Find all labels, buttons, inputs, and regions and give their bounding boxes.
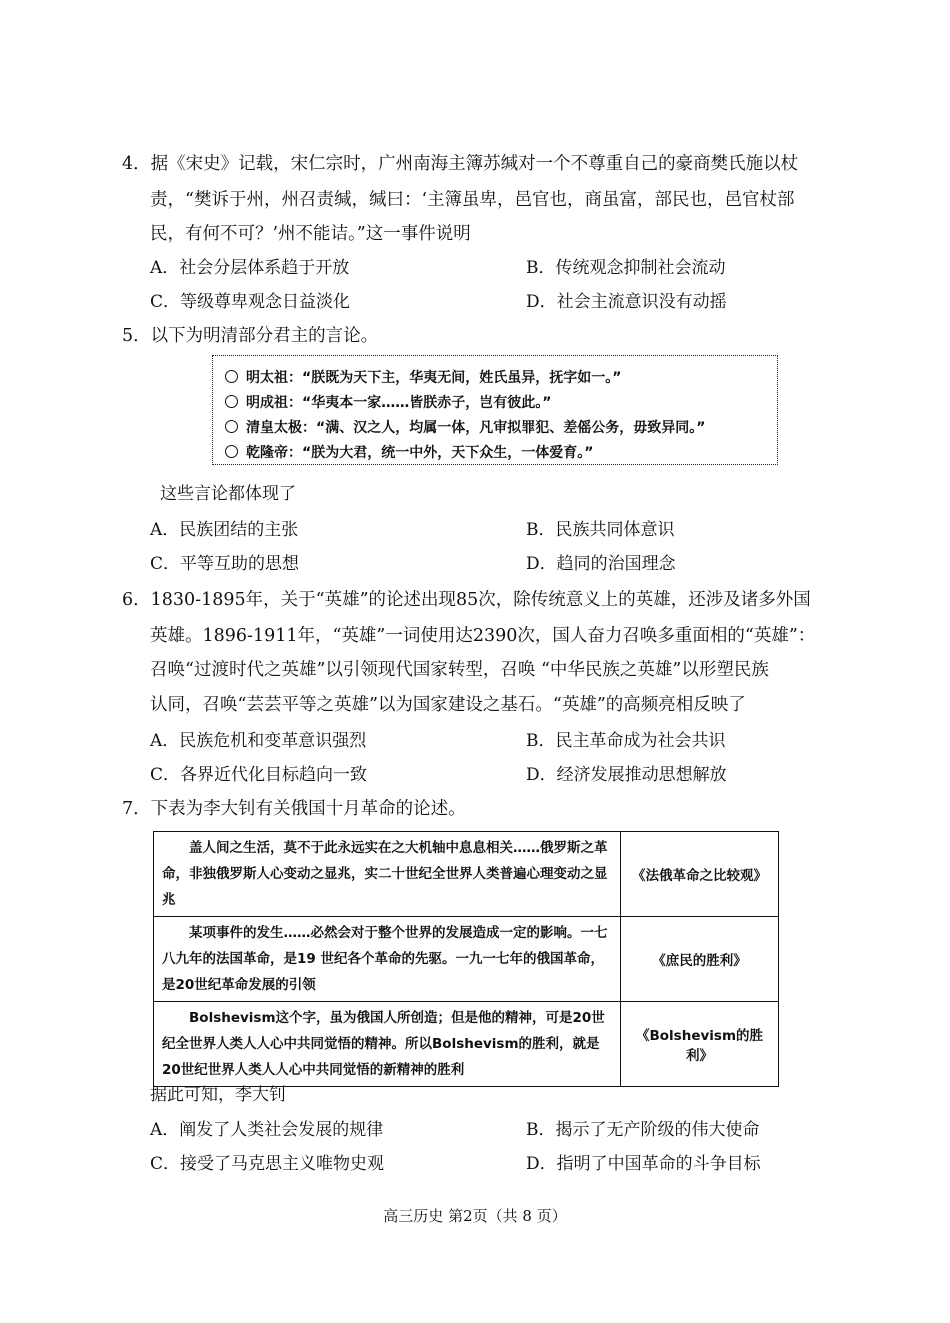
q6-option-d: D．经济发展推动思想解放 [526,765,727,785]
q4-option-b: B．传统观念抑制社会流动 [526,258,726,278]
q7-quote-text: 某项事件的发生……必然会对于整个世界的发展造成一定的影响。一七八九年的法国革命，是19 世纪各个革命的先驱。一九一七年的俄国革命，是20世纪革命发展的引领 [154,917,621,1002]
circle-bullet-icon [225,370,238,383]
q5-option-a: A．民族团结的主张 [150,520,299,540]
q5-quote-box [212,355,778,465]
q4-option-a: A．社会分层体系趋于开放 [150,258,350,278]
q6-stem-line-1: 6．1830-1895年，关于“英雄”的论述出现85次，除传统意义上的英雄，还涉及诸多外国 [122,590,811,610]
q7-lead: 据此可知，李大钊 [150,1085,286,1105]
q7-quote-table [153,831,779,1087]
q5-quote-row [225,441,777,466]
q5-stem: 5．以下为明清部分君主的言论。 [122,326,379,346]
q7-option-b: B．揭示了无产阶级的伟大使命 [526,1120,760,1140]
q4-option-c: C．等级尊卑观念日益淡化 [150,292,351,312]
table-row [154,1002,779,1087]
q4-option-d: D．社会主流意识没有动摇 [526,292,727,312]
q5-quote: 明成祖：“华夷本一家……皆朕赤子，岂有彼此。” [246,395,552,411]
q5-quote: 乾隆帝：“朕为大君，统一中外，天下众生，一体爱育。” [246,445,594,461]
q5-option-b: B．民族共同体意识 [526,520,675,540]
q5-lead: 这些言论都体现了 [160,484,296,504]
q4-stem-line-1: 4．据《宋史》记载，宋仁宗时，广州南海主簿苏缄对一个不尊重自己的豪商樊氏施以杖 [122,154,799,174]
q7-option-c: C．接受了马克思主义唯物史观 [150,1154,385,1174]
q5-quote-row [225,366,777,391]
q6-stem-line-4: 认同，召唤“芸芸平等之英雄”以为国家建设之基石。“英雄”的高频亮相反映了 [150,695,746,715]
circle-bullet-icon [225,420,238,433]
q6-stem-line-3: 召唤“过渡时代之英雄”以引领现代国家转型，召唤 “中华民族之英雄”以形塑民族 [150,660,769,680]
circle-bullet-icon [225,445,238,458]
q7-stem: 7．下表为李大钊有关俄国十月革命的论述。 [122,799,466,819]
q5-quote: 清皇太极：“满、汉之人，均属一体，凡审拟罪犯、差傜公务，毋致异同。” [246,420,706,436]
q7-quote-source: 《Bolshevism的胜利》 [621,1002,779,1087]
circle-bullet-icon [225,395,238,408]
q7-option-a: A．阐发了人类社会发展的规律 [150,1120,384,1140]
q6-option-a: A．民族危机和变革意识强烈 [150,731,367,751]
q5-option-c: C．平等互助的思想 [150,554,300,574]
q7-option-d: D．指明了中国革命的斗争目标 [526,1154,761,1174]
q5-option-d: D．趋同的治国理念 [526,554,676,574]
q7-quote-text: 盖人间之生活，莫不于此永远实在之大机轴中息息相关……俄罗斯之革命，非独俄罗斯人心变动之显兆，实二十世纪全世界人类普遍心理变动之显兆 [154,832,621,917]
q4-stem-line-2: 责，“樊诉于州，州召责缄，缄曰：‘主簿虽卑，邑官也，商虽富，部民也，邑官杖部 [150,190,795,210]
q6-stem-line-2: 英雄。1896-1911年，“英雄”一词使用达2390次，国人奋力召唤多重面相的“英雄”： [150,626,816,646]
q4-stem-line-3: 民，有何不可？’州不能诘。”这一事件说明 [150,224,471,244]
page-footer: 高三历史 第2页（共 8 页） [383,1207,567,1225]
q7-quote-source: 《庶民的胜利》 [621,917,779,1002]
q6-option-c: C．各界近代化目标趋向一致 [150,765,368,785]
q5-quote-row [225,416,777,441]
q6-option-b: B．民主革命成为社会共识 [526,731,726,751]
table-row [154,832,779,917]
q5-quote: 明太祖：“朕既为天下主，华夷无间，姓氏虽异，抚字如一。” [246,370,622,386]
q7-quote-text: Bolshevism这个字，虽为俄国人所创造；但是他的精神，可是20世纪全世界人类人人心中共同觉悟的精神。所以Bolshevism的胜利，就是20世纪世界人类人人心中共同觉悟的新精神的胜利 [154,1002,621,1087]
q5-quote-row [225,391,777,416]
table-row [154,917,779,1002]
q7-quote-source: 《法俄革命之比较观》 [621,832,779,917]
